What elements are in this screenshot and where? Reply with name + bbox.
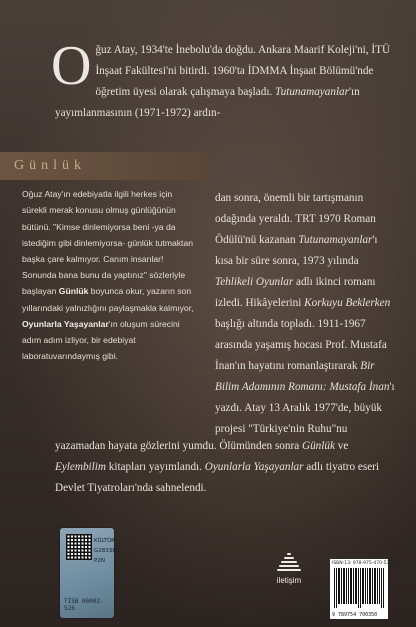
qr-code bbox=[66, 534, 92, 560]
bio-paragraph bbox=[51, 35, 396, 124]
flow-title-4: Bir Bilim Adamının Romanı: Mustafa İnan bbox=[215, 360, 390, 393]
banderole-sticker bbox=[60, 528, 120, 618]
bottom-text-4: adlı tiyatro eseri Devlet Tiyatroları'nda sahnelendi. bbox=[55, 461, 379, 494]
sidebar-title: Günlük bbox=[14, 158, 86, 173]
flow-title-2: Tehlikeli Oyunlar bbox=[215, 276, 294, 288]
flow-title-3: Korkuyu Beklerken bbox=[304, 297, 391, 309]
flow-text-3: adlı ikinci romanı izledi. Hikâyelerini bbox=[215, 276, 376, 309]
bio-text-1: ğuz Atay, 1934'te İnebolu'da doğdu. Ankara Maarif Koleji'ni, İTÜ İnşaat Fakültesi'ni bitirdi. 1960'ta İDMMA İnşaat Bölümü'nde öğretim üyesi olarak çalışmaya başladı. bbox=[95, 44, 391, 98]
bottom-text-2: ve bbox=[334, 440, 349, 452]
bottom-text-3: kitapları yayımlandı. bbox=[105, 461, 205, 473]
bottom-title-2: Eylembilim bbox=[55, 461, 106, 473]
sticker-line-2: G283380 bbox=[94, 548, 120, 554]
sticker-code: TİSB 00002-526 bbox=[64, 598, 104, 612]
gunluk-sidebar bbox=[0, 152, 207, 442]
bottom-title-3: Oyunlarla Yaşayanlar bbox=[204, 461, 304, 473]
author-bio-bottom bbox=[55, 436, 396, 499]
flow-title-1: Tutunamayanlar bbox=[298, 234, 373, 246]
flow-text-5: 'ı yazdı. Atay 13 Aralık 1977'de, büyük projesi "Türkiye'nin Ruhu"nu bbox=[215, 381, 395, 435]
sidebar-text-1: Oğuz Atay'ın edebiyatla ilgili herkes için sürekli merak konusu olmuş günlüğünün bütünü. "Kimse dinlemiyorsa beni -ya da istediğim gibi dinlemiyorsa- günlük tutmaktan başka çare kalmıyor. Canım insanlar! Sonunda bana bunu da yaptınız" sözleriyle başlayan bbox=[22, 189, 193, 297]
sidebar-bold-1: Günlük bbox=[58, 286, 89, 297]
isbn-text: ISBN-13: 978-975-470-535-0 bbox=[332, 561, 397, 566]
author-bio-middle bbox=[215, 188, 396, 440]
publisher-name: iletişim bbox=[276, 576, 302, 585]
drop-cap: O bbox=[51, 35, 92, 97]
barcode-number: 9 789754 700350 bbox=[332, 612, 378, 618]
sticker-line-1: KÜLTÜR bbox=[94, 538, 115, 544]
barcode-bars bbox=[334, 568, 384, 608]
sidebar-header bbox=[0, 152, 207, 180]
sidebar-bold-2: Oyunlarla Yaşayanlar bbox=[22, 318, 109, 329]
publisher-logo bbox=[268, 552, 310, 585]
author-bio-top bbox=[51, 35, 396, 124]
flow-text-2: 'ı kısa bir süre sonra, 1973 yılında bbox=[215, 234, 378, 267]
bio-title-1: Tutunamayanlar bbox=[275, 86, 350, 98]
sidebar-text-2: boyunca okur, yazarın son yıllarındaki yalnızlığını paylaşmakla kalmıyor, bbox=[22, 286, 194, 313]
publisher-sun-icon bbox=[274, 552, 304, 574]
flow-text-4: başlığı altında topladı. 1911-1967 arasında yaşamış hocası Prof. Mustafa İnan'ın hayatını romanlaştırarak bbox=[215, 318, 387, 372]
bottom-title-1: Günlük bbox=[301, 440, 335, 452]
sidebar-text-3: 'ın oluşum sürecini adım adım izliyor, bir edebiyat laboratuvarındaymış gibi. bbox=[22, 318, 180, 362]
isbn-barcode bbox=[330, 559, 397, 619]
sidebar-body bbox=[0, 180, 207, 370]
flow-text-1: dan sonra, önemli bir tartışmanın odağında yeraldı. TRT 1970 Roman Ödülü'nü kazanan bbox=[215, 192, 376, 246]
bio-text-2: 'ın yayımlanmasının (1971-1972) ardın- bbox=[55, 86, 360, 119]
bottom-text-1: yazamadan hayata gözlerini yumdu. Ölümünden sonra bbox=[55, 440, 302, 452]
sticker-line-3: P2N bbox=[94, 558, 105, 564]
